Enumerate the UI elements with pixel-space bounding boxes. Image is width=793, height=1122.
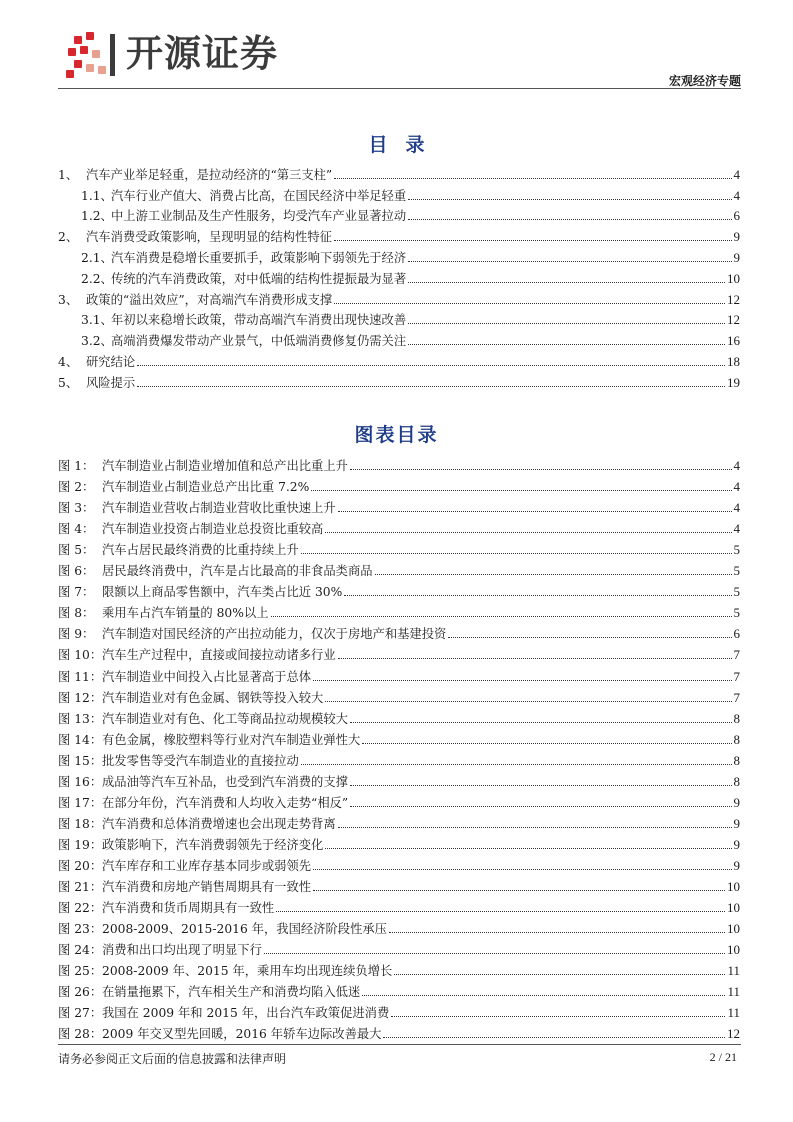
entry-label: 在部分年份，汽车消费和人均收入走势“相反” <box>102 795 349 810</box>
dot-leader <box>313 869 731 870</box>
figure-entry[interactable] <box>58 558 740 579</box>
entry-page: 10 <box>727 900 740 916</box>
header-divider <box>58 88 741 89</box>
entry-page: 6 <box>733 208 740 224</box>
toc-entry[interactable] <box>58 287 740 308</box>
entry-page: 4 <box>733 166 740 182</box>
figure-entry[interactable] <box>58 621 740 642</box>
entry-label: 汽车生产过程中，直接或间接拉动诸多行业 <box>102 648 336 663</box>
entry-number: 图 19： <box>58 837 103 852</box>
figure-entry[interactable] <box>58 916 740 937</box>
dot-leader <box>408 261 731 262</box>
entry-number: 1、 <box>58 167 79 182</box>
toc-heading: 目录 <box>368 134 443 156</box>
dot-leader <box>391 1016 725 1017</box>
dot-leader <box>276 911 725 912</box>
footer-divider <box>58 1044 741 1045</box>
figure-entry[interactable] <box>58 937 740 958</box>
entry-number: 图 18： <box>58 816 103 831</box>
dot-leader <box>325 848 731 849</box>
entry-label: 2008-2009、2015-2016 年，我国经济阶段性承压 <box>102 922 387 937</box>
entry-number: 图 27： <box>58 1006 103 1021</box>
entry-page: 11 <box>727 963 740 979</box>
entry-label: 汽车制造业占制造业增加值和总产出比重上升 <box>102 459 348 474</box>
dot-leader <box>325 532 731 533</box>
entry-page: 4 <box>733 479 740 495</box>
dot-leader <box>350 806 731 807</box>
entry-number: 图 10： <box>58 648 103 663</box>
entry-number: 图 2： <box>58 480 95 495</box>
dot-leader <box>325 701 731 702</box>
figure-entry[interactable] <box>58 958 740 979</box>
dot-leader <box>311 490 731 491</box>
dot-leader <box>408 282 725 283</box>
figure-entry[interactable] <box>58 706 740 727</box>
entry-number: 4、 <box>58 354 79 369</box>
entry-page: 8 <box>733 773 740 789</box>
toc-list <box>58 162 740 391</box>
entry-label: 汽车占居民最终消费的比重持续上升 <box>102 543 299 558</box>
entry-label: 汽车产业举足轻重，是拉动经济的“第三支柱” <box>86 167 333 182</box>
entry-number: 2、 <box>58 230 79 245</box>
dot-leader <box>350 722 732 723</box>
entry-number: 图 4： <box>58 522 95 537</box>
brand-name: 开源证券 <box>126 32 278 75</box>
figure-entry[interactable] <box>58 895 740 916</box>
entry-number: 3.2、 <box>81 334 113 349</box>
entry-number: 1.1、 <box>81 188 113 203</box>
figure-entry[interactable] <box>58 790 740 811</box>
entry-number: 图 12： <box>58 690 103 705</box>
entry-label: 汽车消费受政策影响，呈现明显的结构性特征 <box>86 230 332 245</box>
entry-label: 汽车行业产值大、消费占比高，在国民经济中举足轻重 <box>111 188 407 203</box>
entry-page: 7 <box>733 668 740 684</box>
entry-page: 16 <box>727 333 740 349</box>
entry-label: 研究结论 <box>86 354 136 369</box>
report-type-label: 宏观经济专题 <box>668 74 741 88</box>
figure-list <box>58 453 740 1042</box>
entry-page: 7 <box>733 689 740 705</box>
figure-entry[interactable] <box>58 579 740 600</box>
entry-page: 12 <box>727 312 740 328</box>
toc-entry[interactable] <box>58 308 740 329</box>
entry-page: 9 <box>733 249 740 265</box>
entry-number: 图 7： <box>58 585 95 600</box>
toc-entry[interactable] <box>58 328 740 349</box>
entry-number: 2.2、 <box>81 271 113 286</box>
entry-number: 图 23： <box>58 922 103 937</box>
figure-entry[interactable] <box>58 874 740 895</box>
entry-page: 19 <box>727 374 740 390</box>
entry-page: 4 <box>733 458 740 474</box>
dot-leader <box>408 199 731 200</box>
entry-page: 9 <box>733 857 740 873</box>
entry-label: 汽车制造业对有色金属、钢铁等投入较大 <box>102 690 324 705</box>
entry-page: 7 <box>733 647 740 663</box>
entry-label: 汽车消费是稳增长重要抓手，政策影响下弱领先于经济 <box>111 250 407 265</box>
entry-label: 传统的汽车消费政策，对中低端的结构性提振最为显著 <box>111 271 407 286</box>
entry-page: 9 <box>733 836 740 852</box>
figure-entry[interactable] <box>58 663 740 684</box>
toc-entry[interactable] <box>58 183 740 204</box>
entry-page: 4 <box>733 500 740 516</box>
dot-leader <box>389 932 725 933</box>
entry-page: 11 <box>727 1005 740 1021</box>
entry-label: 汽车制造业投资占制造业总投资比重较高 <box>102 522 324 537</box>
figure-entry[interactable] <box>58 516 740 537</box>
entry-page: 5 <box>733 542 740 558</box>
entry-number: 图 22： <box>58 901 103 916</box>
dot-leader <box>137 386 725 387</box>
figure-entry[interactable] <box>58 600 740 621</box>
figure-entry[interactable] <box>58 537 740 558</box>
entry-label: 居民最终消费中，汽车是占比最高的非食品类商品 <box>102 564 373 579</box>
entry-label: 我国在 2009 年和 2015 年，出台汽车政策促进消费 <box>102 1006 390 1021</box>
entry-label: 汽车消费和房地产销售周期具有一致性 <box>102 879 312 894</box>
dot-leader <box>408 344 725 345</box>
toc-entry[interactable] <box>58 245 740 266</box>
figure-entry[interactable] <box>58 1000 740 1021</box>
entry-page: 4 <box>733 187 740 203</box>
entry-number: 图 9： <box>58 627 95 642</box>
entry-page: 10 <box>727 270 740 286</box>
entry-label: 2008-2009 年、2015 年，乘用车均出现连续负增长 <box>102 964 393 979</box>
entry-page: 12 <box>727 1026 740 1042</box>
entry-number: 5、 <box>58 375 79 390</box>
figure-entry[interactable] <box>58 642 740 663</box>
dot-leader <box>338 827 732 828</box>
entry-label: 年初以来稳增长政策，带动高端汽车消费出现快速改善 <box>111 313 407 328</box>
dot-leader <box>334 240 732 241</box>
entry-page: 6 <box>733 626 740 642</box>
entry-label: 政策影响下，汽车消费弱领先于经济变化 <box>102 837 324 852</box>
entry-number: 图 21： <box>58 879 103 894</box>
figure-entry[interactable] <box>58 474 740 495</box>
entry-number: 图 5： <box>58 543 95 558</box>
dot-leader <box>344 595 731 596</box>
entry-page: 5 <box>733 584 740 600</box>
figure-entry[interactable] <box>58 811 740 832</box>
brand-logo <box>64 28 314 84</box>
dot-leader <box>313 890 725 891</box>
entry-label: 汽车制造对国民经济的产出拉动能力，仅次于房地产和基建投资 <box>102 627 447 642</box>
entry-page: 12 <box>727 291 740 307</box>
dot-leader <box>362 743 731 744</box>
entry-page: 8 <box>733 752 740 768</box>
entry-label: 成品油等汽车互补品，也受到汽车消费的支撑 <box>102 774 348 789</box>
entry-label: 2009 年交叉型先回暖，2016 年轿车边际改善最大 <box>102 1027 382 1042</box>
dot-leader <box>334 178 731 179</box>
entry-page: 8 <box>733 710 740 726</box>
entry-label: 汽车库存和工业库存基本同步或弱领先 <box>102 858 312 873</box>
entry-number: 图 11： <box>58 669 103 684</box>
toc-entry[interactable] <box>58 349 740 370</box>
figure-entry[interactable] <box>58 832 740 853</box>
entry-number: 图 13： <box>58 711 103 726</box>
figure-entry[interactable] <box>58 979 740 1000</box>
entry-number: 图 24： <box>58 943 103 958</box>
entry-number: 2.1、 <box>81 250 113 265</box>
figure-entry[interactable] <box>58 769 740 790</box>
entry-page: 9 <box>733 815 740 831</box>
entry-number: 图 17： <box>58 795 103 810</box>
entry-number: 图 25： <box>58 964 103 979</box>
entry-page: 9 <box>733 229 740 245</box>
entry-number: 图 15： <box>58 753 103 768</box>
entry-label: 乘用车占汽车销量的 80%以上 <box>102 606 269 621</box>
dot-leader <box>301 553 732 554</box>
entry-number: 3、 <box>58 292 79 307</box>
entry-page: 5 <box>733 605 740 621</box>
entry-label: 汽车制造业占制造业总产出比重 7.2% <box>102 480 310 495</box>
entry-page: 5 <box>733 563 740 579</box>
figure-entry[interactable] <box>58 853 740 874</box>
entry-label: 有色金属，橡胶塑料等行业对汽车制造业弹性大 <box>102 732 361 747</box>
dot-leader <box>137 365 725 366</box>
entry-page: 11 <box>727 984 740 1000</box>
entry-label: 限额以上商品零售额中，汽车类占比近 30% <box>102 585 343 600</box>
entry-page: 10 <box>727 921 740 937</box>
entry-page: 10 <box>727 942 740 958</box>
figure-entry[interactable] <box>58 748 740 769</box>
entry-page: 8 <box>733 731 740 747</box>
entry-label: 政策的“溢出效应”，对高端汽车消费形成支撑 <box>86 292 333 307</box>
entry-label: 汽车制造业营收占制造业营收比重快速上升 <box>102 501 336 516</box>
entry-number: 图 3： <box>58 501 95 516</box>
entry-label: 汽车制造业中间投入占比显著高于总体 <box>102 669 312 684</box>
entry-number: 图 14： <box>58 732 103 747</box>
entry-label: 汽车消费和总体消费增速也会出现走势背离 <box>102 816 336 831</box>
entry-number: 图 8： <box>58 606 95 621</box>
entry-page: 18 <box>727 353 740 369</box>
dot-leader <box>408 219 731 220</box>
dot-leader <box>375 574 732 575</box>
dot-leader <box>338 511 732 512</box>
dot-leader <box>264 953 725 954</box>
entry-number: 图 26： <box>58 985 103 1000</box>
toc-entry[interactable] <box>58 224 740 245</box>
entry-number: 图 28： <box>58 1027 103 1042</box>
toc-entry[interactable] <box>58 266 740 287</box>
dot-leader <box>383 1037 725 1038</box>
dot-leader <box>448 637 731 638</box>
figure-list-heading: 图表目录 <box>354 424 439 446</box>
dot-leader <box>334 303 725 304</box>
entry-label: 汽车消费和货币周期具有一致性 <box>102 901 275 916</box>
page-number: 2 / 21 <box>709 1050 737 1064</box>
figure-entry[interactable] <box>58 495 740 516</box>
entry-number: 图 1： <box>58 459 95 474</box>
dot-leader <box>350 785 732 786</box>
entry-label: 消费和出口均出现了明显下行 <box>102 943 262 958</box>
figure-entry[interactable] <box>58 453 740 474</box>
toc-entry[interactable] <box>58 204 740 225</box>
entry-number: 图 16： <box>58 774 103 789</box>
kaiyuan-logo-icon <box>64 30 120 80</box>
figure-entry[interactable] <box>58 727 740 748</box>
entry-number: 图 20： <box>58 858 103 873</box>
dot-leader <box>362 995 725 996</box>
entry-label: 高端消费爆发带动产业景气，中低端消费修复仍需关注 <box>111 334 407 349</box>
dot-leader <box>408 323 725 324</box>
dot-leader <box>301 764 732 765</box>
figure-entry[interactable] <box>58 1021 740 1042</box>
figure-entry[interactable] <box>58 685 740 706</box>
dot-leader <box>271 616 732 617</box>
entry-label: 风险提示 <box>86 375 136 390</box>
toc-entry[interactable] <box>58 370 740 391</box>
entry-number: 3.1、 <box>81 313 113 328</box>
dot-leader <box>313 680 731 681</box>
entry-page: 4 <box>733 521 740 537</box>
dot-leader <box>394 974 725 975</box>
entry-label: 在销量拖累下，汽车相关生产和消费均陷入低迷 <box>102 985 361 1000</box>
dot-leader <box>338 658 732 659</box>
entry-label: 批发零售等受汽车制造业的直接拉动 <box>102 753 299 768</box>
page-header <box>58 18 741 90</box>
entry-label: 中上游工业制品及生产性服务，均受汽车产业显著拉动 <box>111 209 407 224</box>
entry-page: 9 <box>733 794 740 810</box>
footer-disclaimer: 请务必参阅正文后面的信息披露和法律声明 <box>58 1052 287 1066</box>
entry-label: 汽车制造业对有色、化工等商品拉动规模较大 <box>102 711 348 726</box>
entry-number: 图 6： <box>58 564 95 579</box>
toc-entry[interactable] <box>58 162 740 183</box>
entry-number: 1.2、 <box>81 209 113 224</box>
entry-page: 10 <box>727 878 740 894</box>
dot-leader <box>350 469 732 470</box>
